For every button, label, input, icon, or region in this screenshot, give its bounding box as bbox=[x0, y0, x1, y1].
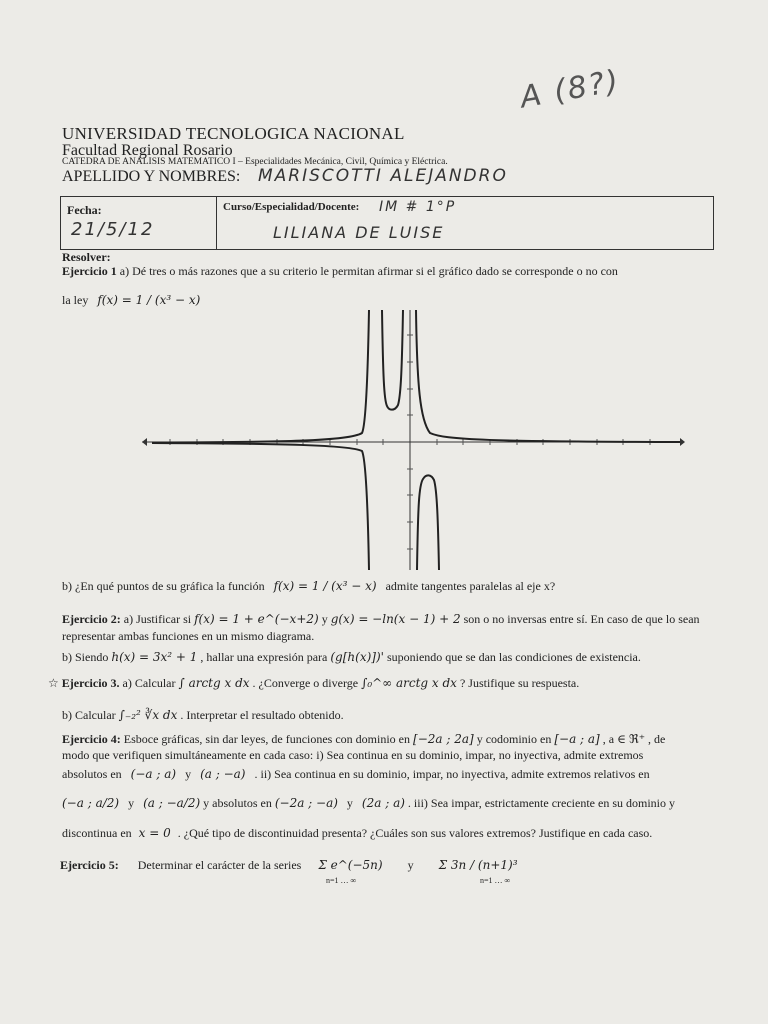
ej4-l4-p2: (a ; −a/2) bbox=[143, 796, 201, 810]
ej1-b-text: b) ¿En qué puntos de su gráfica la función bbox=[62, 579, 265, 593]
ej2-a-y: y bbox=[321, 612, 328, 626]
ej3-b bbox=[62, 708, 344, 723]
ej4-l5a: discontinua en bbox=[62, 826, 132, 840]
ej4-line2: modo que verifiquen simultáneamente en cada caso: i) Sea continua en su dominio, impar, no inyectiva, admite extremos bbox=[62, 748, 644, 762]
ej3-a-int2: ∫₀^∞ arctg x dx bbox=[361, 676, 457, 690]
ej4-l1-mid: y codominio en bbox=[476, 732, 552, 746]
ej4-line5 bbox=[62, 826, 652, 841]
ej1-line1 bbox=[62, 264, 618, 279]
ej2-a bbox=[62, 612, 700, 627]
apellido-label: APELLIDO Y NOMBRES: bbox=[62, 168, 241, 185]
ej5-title: Ejercicio 5: bbox=[60, 858, 119, 872]
ej4-l3-y: y bbox=[185, 767, 192, 781]
ej5-s1: Σ e^(−5n) bbox=[318, 858, 383, 872]
catedra-line: CATEDRA DE ANALISIS MATEMATICO I – Especialidades Mecánica, Civil, Química y Eléctrica. bbox=[62, 157, 448, 167]
ej4-l3-p2: (a ; −a) bbox=[200, 767, 246, 781]
ej4-l1: Esboce gráficas, sin dar leyes, de funciones con dominio en bbox=[123, 732, 411, 746]
ej4-l4-y2: y bbox=[346, 796, 353, 810]
ej1-law-prefix: la ley bbox=[62, 293, 89, 307]
ej2-title: Ejercicio 2: bbox=[62, 612, 121, 626]
ej3-b-int: ∫₋₂² ∛x dx bbox=[118, 708, 178, 722]
ej4-l4-p4: (2a ; a) bbox=[361, 796, 405, 810]
university-name: UNIVERSIDAD TECNOLOGICA NACIONAL bbox=[62, 124, 405, 143]
ej4-l1-cod: [−a ; a] bbox=[554, 732, 600, 746]
ej4-l3a: absolutos en bbox=[62, 767, 122, 781]
ej1-b-formula: f(x) = 1 / (x³ − x) bbox=[273, 579, 377, 593]
ej2-b-text: b) Siendo bbox=[62, 650, 109, 664]
x-axis-arrow-right bbox=[680, 438, 685, 446]
curve-branch-minus1-to-0-upper bbox=[382, 310, 403, 410]
function-graph bbox=[130, 305, 685, 570]
ej4-l4-y: y bbox=[128, 796, 135, 810]
ej5-s2: Σ 3n / (n+1)³ bbox=[438, 858, 518, 872]
ej2-b-mid: , hallar una expresión para bbox=[200, 650, 328, 664]
ej4-title: Ejercicio 4: bbox=[62, 732, 121, 746]
ej4-l5-end: . ¿Qué tipo de discontinuidad presenta? ¿Cuáles son sus valores extremos? Justifique en cada caso. bbox=[177, 826, 653, 840]
ej3-a-int: ∫ arctg x dx bbox=[178, 676, 250, 690]
ej1-law-formula: f(x) = 1 / (x³ − x) bbox=[97, 293, 201, 307]
ej4-l4-p3: (−2a ; −a) bbox=[274, 796, 338, 810]
ej3-title: Ejercicio 3. bbox=[61, 676, 120, 690]
ej4-line4 bbox=[62, 796, 675, 811]
ej2-b-end: suponiendo que se dan las condiciones de existencia. bbox=[386, 650, 641, 664]
ej5-s1-limits: n=1 … ∞ bbox=[326, 876, 357, 885]
curve-branch-left-upper bbox=[152, 310, 369, 443]
star-mark-icon: ☆ bbox=[48, 676, 59, 690]
ej2-a-f: f(x) = 1 + e^(−x+2) bbox=[194, 612, 319, 626]
curso-value: IM # 1°P bbox=[379, 199, 457, 215]
ej3-b-text: b) Calcular bbox=[62, 708, 116, 722]
ej1-text: a) Dé tres o más razones que a su criterio le permitan afirmar si el gráfico dado se corresponde o no con bbox=[119, 264, 618, 278]
ej3-a-mid: . ¿Converge o diverge bbox=[252, 676, 359, 690]
ej4-l4-end: . iii) Sea impar, estrictamente creciente en su dominio y bbox=[407, 796, 675, 810]
ej1-b-end: admite tangentes paralelas al eje x? bbox=[385, 579, 556, 593]
ej2-a-g: g(x) = −ln(x − 1) + 2 bbox=[330, 612, 461, 626]
curso-label: Curso/Especialidad/Docente: bbox=[223, 201, 360, 213]
ej5-line bbox=[60, 858, 518, 873]
ej2-a-line2: representar ambas funciones en un mismo diagrama. bbox=[62, 629, 315, 643]
ej2-b-h: h(x) = 3x² + 1 bbox=[111, 650, 198, 664]
info-box-divider bbox=[216, 197, 217, 249]
fecha-label: Fecha: bbox=[67, 203, 102, 217]
curve-branch-right-upper bbox=[416, 310, 680, 442]
grade-mark: A (8?) bbox=[517, 63, 623, 116]
curve-branch-0-to-1-lower bbox=[417, 475, 439, 570]
ej3-a-end: ? Justifique su respuesta. bbox=[459, 676, 580, 690]
ej2-a-text: a) Justificar si bbox=[123, 612, 192, 626]
ej3-b-end: . Interpretar el resultado obtenido. bbox=[180, 708, 344, 722]
ej5-y: y bbox=[407, 858, 414, 872]
ej5-s2-limits: n=1 … ∞ bbox=[480, 876, 511, 885]
ej1-b bbox=[62, 579, 555, 594]
ej1-title: Ejercicio 1 bbox=[62, 264, 117, 278]
info-box bbox=[60, 196, 714, 250]
apellido-value: MARISCOTTI ALEJANDRO bbox=[258, 166, 508, 186]
fecha-value: 21/5/12 bbox=[71, 219, 155, 240]
ej2-a-end: son o no inversas entre sí. En caso de que lo sean bbox=[463, 612, 700, 626]
ej4-l5-x: x = 0 bbox=[138, 826, 171, 840]
faculty-name: Facultad Regional Rosario bbox=[62, 142, 233, 159]
ej4-l4-mid: y absolutos en bbox=[203, 796, 272, 810]
ej4-l4-p1: (−a ; a/2) bbox=[62, 796, 120, 810]
curve-branch-left-lower bbox=[152, 443, 369, 570]
ej4-line1 bbox=[62, 732, 665, 747]
x-axis-arrow-left bbox=[142, 438, 147, 446]
ej3-a-text: a) Calcular bbox=[122, 676, 176, 690]
ej4-l1-dom: [−2a ; 2a] bbox=[413, 732, 474, 746]
docente-value: LILIANA DE LUISE bbox=[273, 223, 445, 242]
resolver-label: Resolver: bbox=[62, 250, 111, 264]
ej4-l3b: . ii) Sea continua en su dominio, impar, no inyectiva, admite extremos relativos en bbox=[254, 767, 650, 781]
ej5-text: Determinar el carácter de la series bbox=[137, 858, 302, 872]
ej3-a bbox=[48, 676, 579, 691]
ej2-b bbox=[62, 650, 641, 665]
ej4-line3 bbox=[62, 767, 650, 782]
ej4-l3-p1: (−a ; a) bbox=[130, 767, 177, 781]
ej4-l1-end: , a ∈ ℜ⁺ , de bbox=[602, 732, 666, 746]
ej2-b-g: (g[h(x)])' bbox=[330, 650, 384, 664]
